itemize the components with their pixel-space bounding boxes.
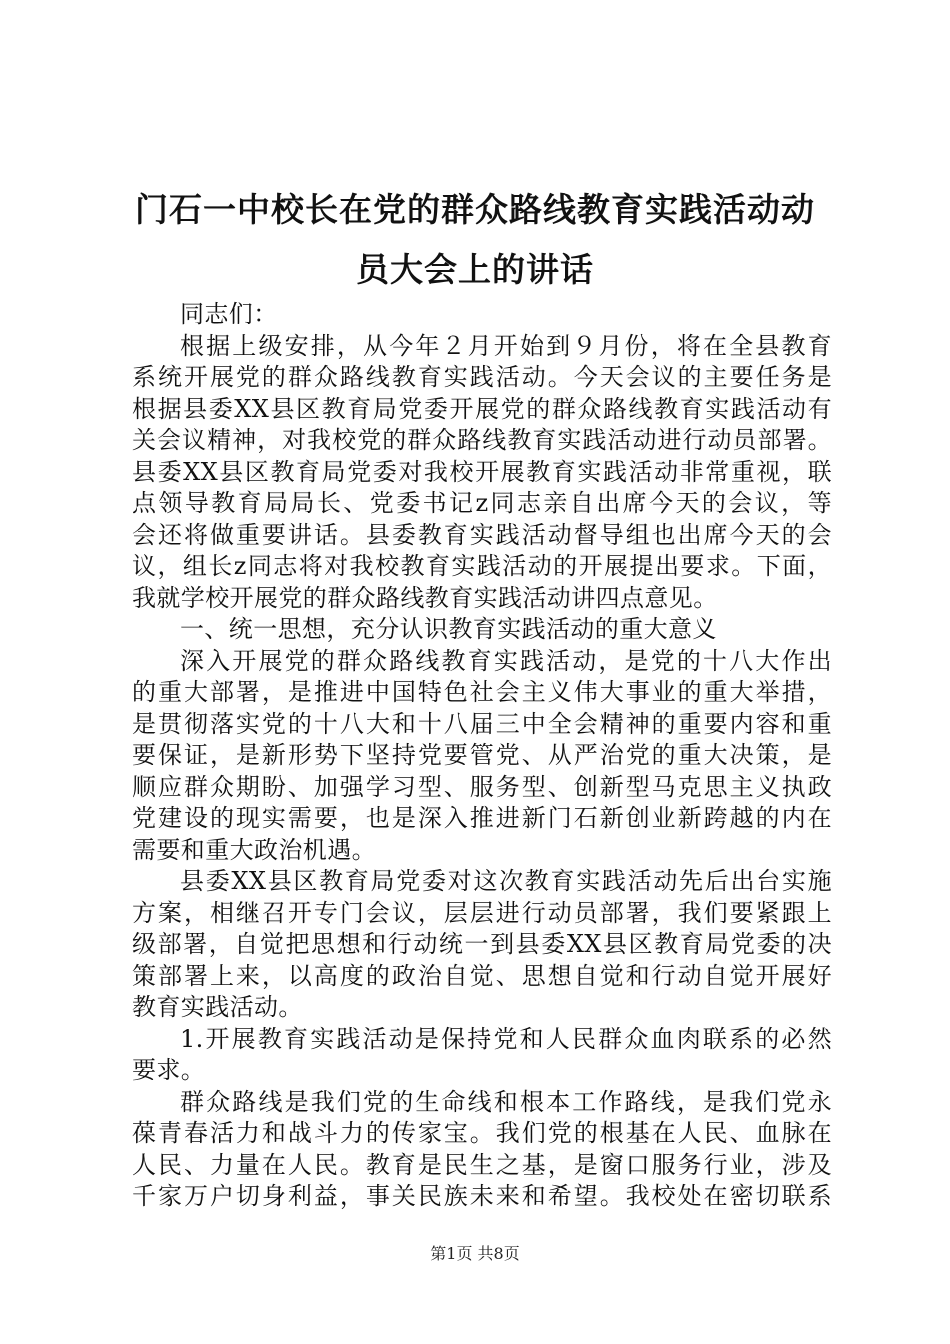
body-line: 策部署上来，以高度的政治自觉、思想自觉和行动自觉开展好 xyxy=(132,961,832,990)
body-line: 需要和重大政治机遇。 xyxy=(132,835,376,864)
document-body xyxy=(132,299,832,1213)
body-line: 人民、力量在人民。教育是民生之基，是窗口服务行业，涉及 xyxy=(132,1150,832,1179)
body-line: 县委XX县区教育局党委对这次教育实践活动先后出台实施 xyxy=(180,867,832,895)
body-line: 深入开展党的群众路线教育实践活动，是党的十八大作出 xyxy=(180,646,832,675)
body-line: 议，组长z同志将对我校教育实践活动的开展提出要求。下面， xyxy=(132,552,832,580)
body-line: 群众路线是我们党的生命线和根本工作路线，是我们党永 xyxy=(180,1087,832,1116)
body-line: 系统开展党的群众路线教育实践活动。今天会议的主要任务是 xyxy=(132,363,832,391)
body-line: 的重大部署，是推进中国特色社会主义伟大事业的重大举措， xyxy=(132,678,832,706)
document-title-line-1: 门石一中校长在党的群众路线教育实践活动动 xyxy=(135,190,815,229)
body-line: 是贯彻落实党的十八大和十八届三中全会精神的重要内容和重 xyxy=(132,709,832,738)
body-line: 我就学校开展党的群众路线教育实践活动讲四点意见。 xyxy=(132,583,718,612)
body-line: 点领导教育局局长、党委书记z同志亲自出席今天的会议，等 xyxy=(132,489,832,517)
body-line: 党建设的现实需要，也是深入推进新门石新创业新跨越的内在 xyxy=(132,804,832,832)
body-line: 方案，相继召开专门会议，层层进行动员部署，我们要紧跟上 xyxy=(132,898,832,927)
document-title-line-2: 员大会上的讲话 xyxy=(356,250,594,289)
page-footer: 第1页 共8页 xyxy=(430,1244,520,1263)
body-line: 会还将做重要讲话。县委教育实践活动督导组也出席今天的会 xyxy=(132,520,832,549)
body-line: 县委XX县区教育局党委对我校开展教育实践活动非常重视，联 xyxy=(132,457,832,486)
section-heading: 一、统一思想，充分认识教育实践活动的重大意义 xyxy=(180,615,717,643)
subsection-heading: 要求。 xyxy=(132,1056,206,1084)
body-line: 要保证，是新形势下坚持党要管党、从严治党的重大决策，是 xyxy=(132,741,832,769)
body-line: 教育实践活动。 xyxy=(132,993,303,1021)
body-line: 根据上级安排，从今年２月开始到９月份，将在全县教育 xyxy=(180,331,832,360)
body-line: 关会议精神，对我校党的群众路线教育实践活动进行动员部署。 xyxy=(132,426,832,454)
body-line: 葆青春活力和战斗力的传家宝。我们党的根基在人民、血脉在 xyxy=(132,1119,832,1147)
body-line: 级部署，自觉把思想和行动统一到县委XX县区教育局党委的决 xyxy=(132,930,832,958)
body-line: 千家万户切身利益，事关民族未来和希望。我校处在密切联系 xyxy=(132,1182,832,1210)
body-line: 顺应群众期盼、加强学习型、服务型、创新型马克思主义执政 xyxy=(132,772,832,801)
salutation: 同志们： xyxy=(180,300,278,328)
subsection-heading: 1.开展教育实践活动是保持党和人民群众血肉联系的必然 xyxy=(180,1024,832,1053)
body-line: 根据县委XX县区教育局党委开展党的群众路线教育实践活动有 xyxy=(132,394,832,423)
